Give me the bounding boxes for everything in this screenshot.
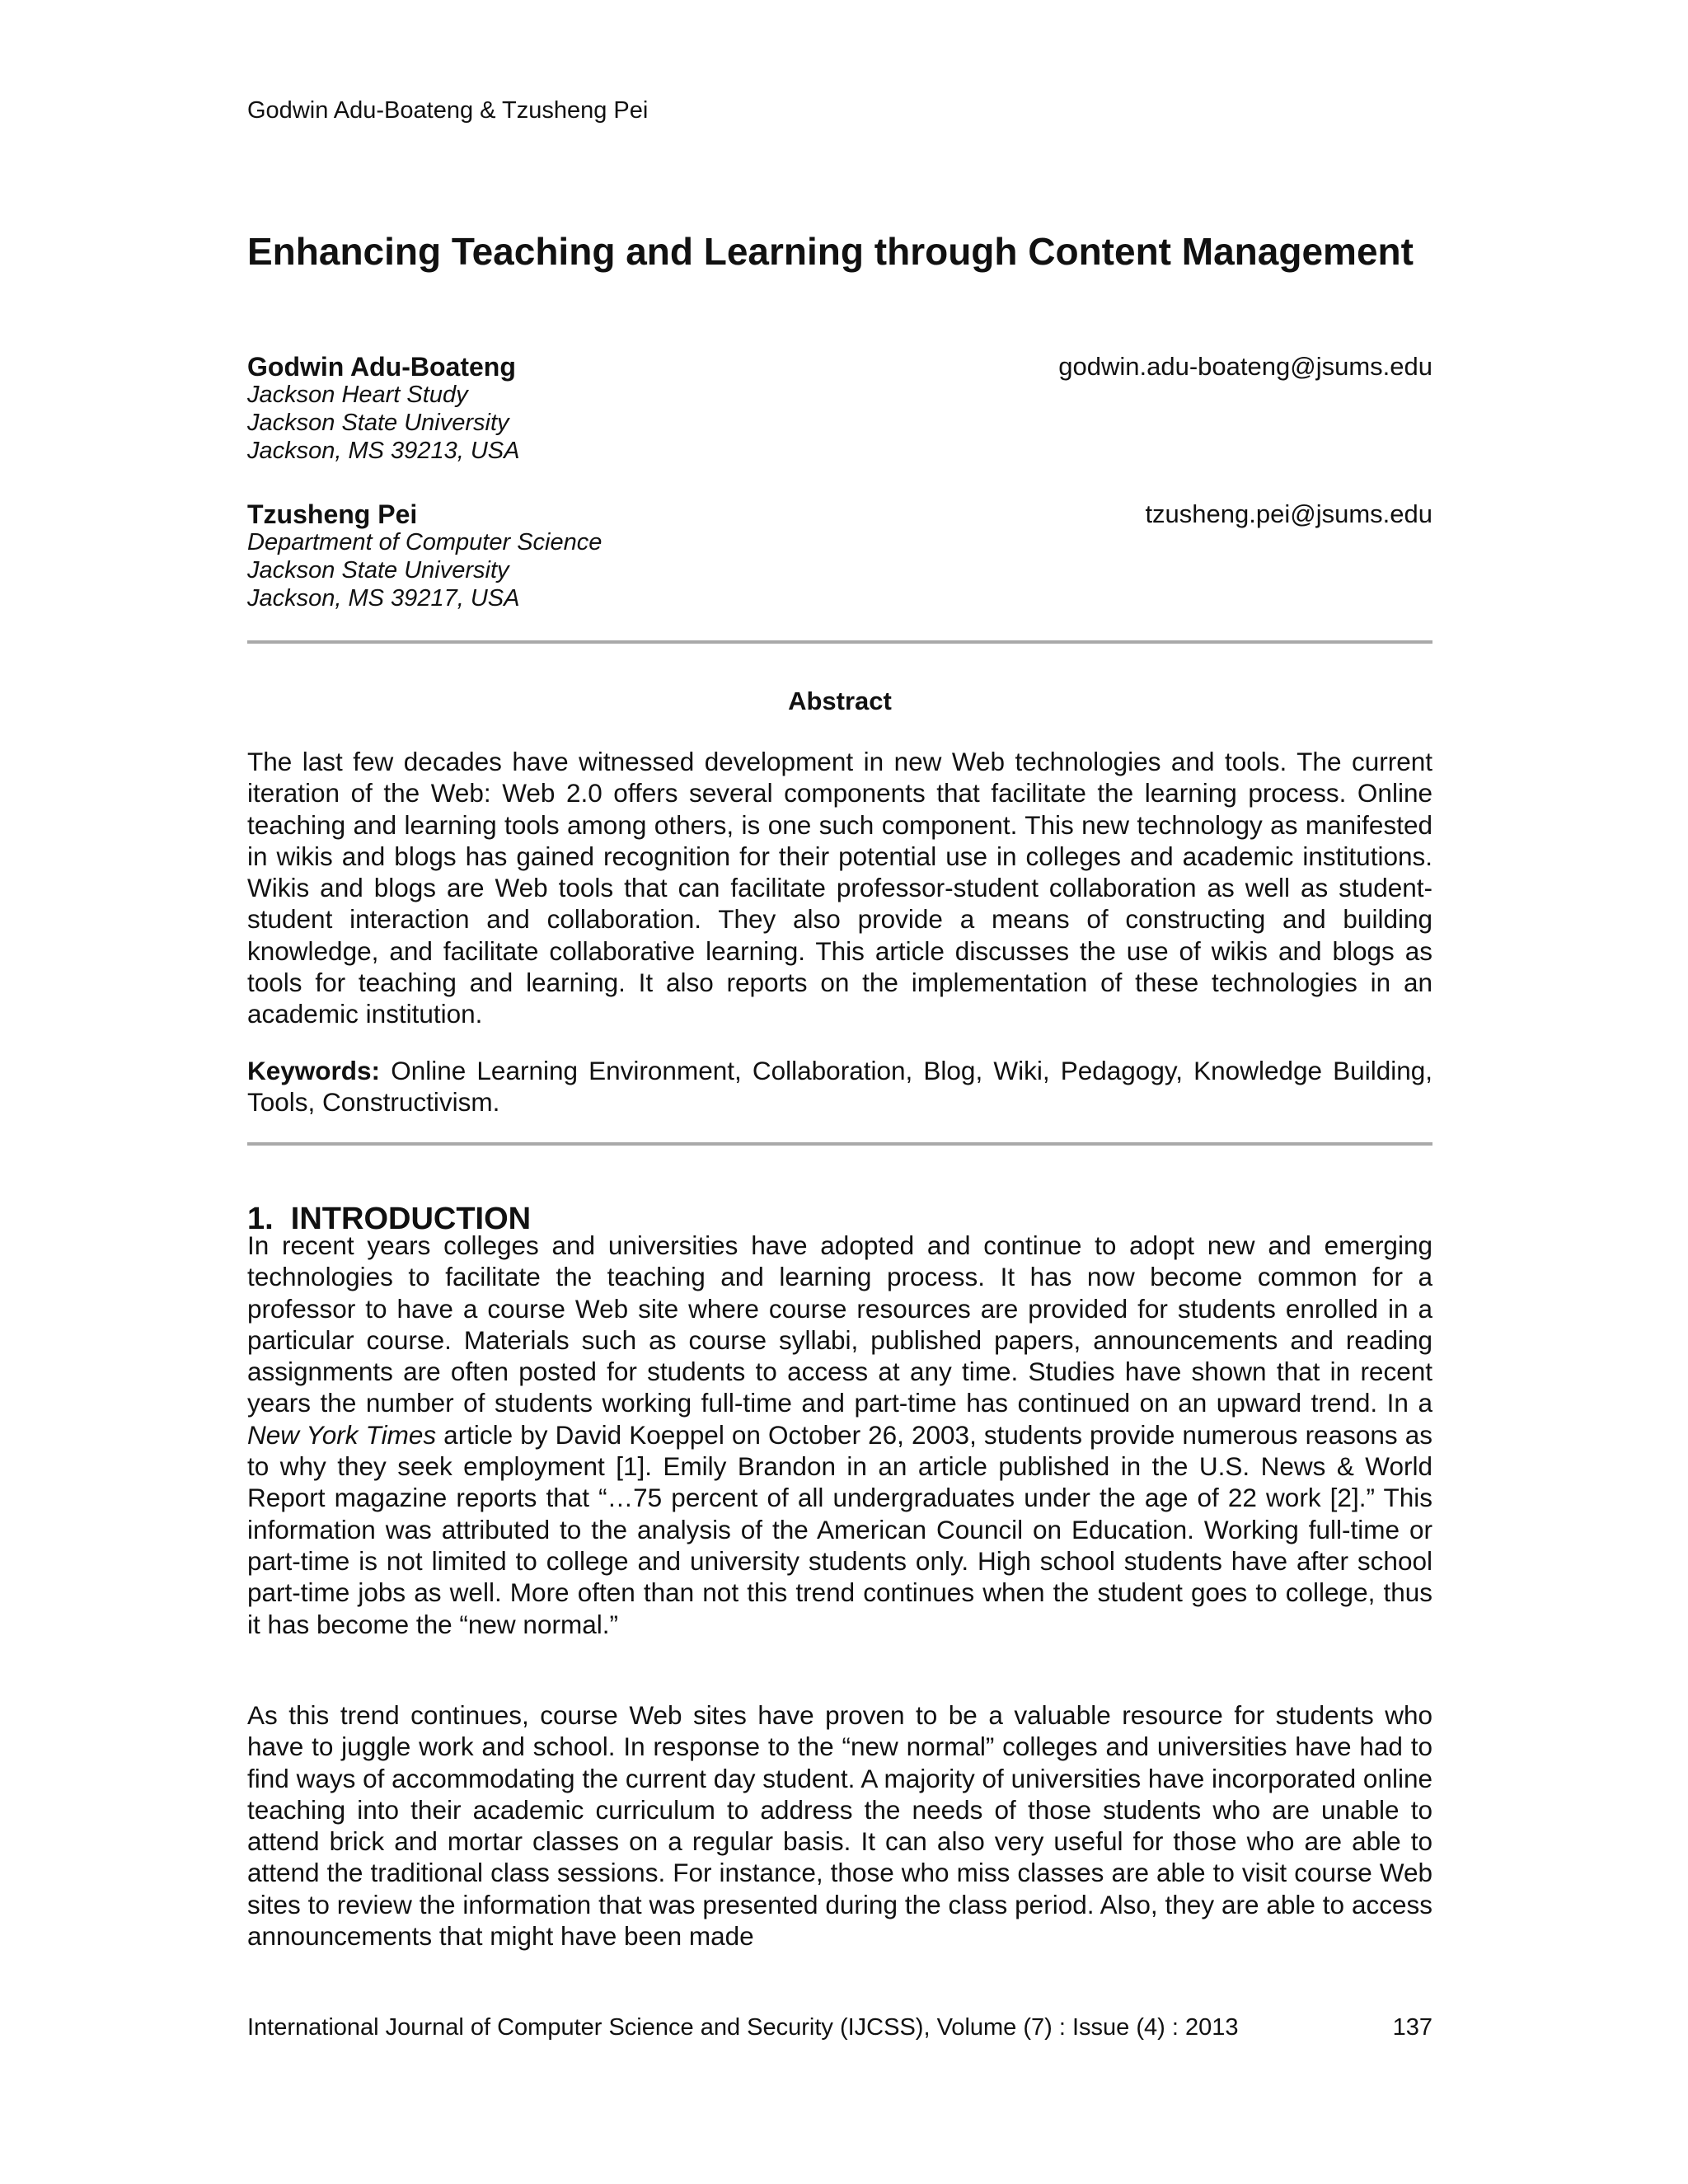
- section-heading-introduction: 1. INTRODUCTION: [247, 1202, 532, 1236]
- keywords: [247, 1055, 1432, 1118]
- paragraph-text: In recent years colleges and universities have adopted and continue to adopt new and emerging technologies to facilitate the teaching and learning process. It has now become common for a professor to have a course Web site where course resources are provided for students enrolled in a particular course. Materials such as course syllabi, published papers, announcements and reading assignments are often posted for students to access at any time. Studies have shown that in recent years the number of students working full-time and part-time has continued on an upward trend. In a: [247, 1230, 1432, 1418]
- abstract-text: The last few decades have witnessed development in new Web technologies and tools. The current iteration of the Web: Web 2.0 offers several components that facilitate the learning process. Online teaching and learning tools among others, is one such component. This new technology as manifested in wikis and blogs has gained recognition for their potential use in colleges and academic institutions. Wikis and blogs are Web tools that can facilitate professor-student collaboration as well as student-student interaction and collaboration. They also provide a means of constructing and building knowledge, and facilitate collaborative learning. This article discusses the use of wikis and blogs as tools for teaching and learning. It also reports on the implementation of these technologies in an academic institution.: [247, 747, 1432, 1029]
- author-affiliation-line: Department of Computer Science: [247, 529, 603, 555]
- author-affiliation-line: Jackson Heart Study: [247, 382, 468, 408]
- author-affiliation-line: Jackson State University: [247, 410, 509, 436]
- paragraph-text: article by David Koeppel on October 26, 2003, students provide numerous reasons as to why they seek employment [1]. Emily Brandon in an article published in the U.S. News & World Report magazine reports that “…75 percent of all undergraduates under the age of 22 work [2].” This information was attributed to the analysis of the American Council on Education. Working full-time or part-time is not limited to college and university students only. High school students have after school part-time jobs as well. More often than not this trend continues when the student goes to college, thus it has become the “new normal.”: [247, 1419, 1432, 1639]
- paper-title: Enhancing Teaching and Learning through Content Management: [247, 230, 1414, 273]
- introduction-paragraph-2: As this trend continues, course Web sites have proven to be a valuable resource for students who have to juggle work and school. In response to the “new normal” colleges and universities have had to find ways of accommodating the current day student. A majority of universities have incorporated online teaching into their academic curriculum to address the needs of those students who are unable to attend brick and mortar classes on a regular basis. It can also very useful for those who are able to attend the traditional class sessions. For instance, those who miss classes are able to visit course Web sites to review the information that was presented during the class period. Also, they are able to access announcements that might have been made: [247, 1700, 1432, 1952]
- author-email[interactable]: godwin.adu-boateng@jsums.edu: [1058, 352, 1432, 381]
- divider-rule: [247, 1142, 1432, 1146]
- author-email[interactable]: tzusheng.pei@jsums.edu: [1145, 499, 1432, 528]
- page-footer: [247, 2014, 1432, 2041]
- introduction-paragraph-1: [247, 1230, 1432, 1640]
- keywords-label: Keywords:: [247, 1056, 381, 1085]
- keywords-text: Online Learning Environment, Collaboration, Blog, Wiki, Pedagogy, Knowledge Building, Tools, Constructivism.: [247, 1056, 1432, 1118]
- publication-title: New York Times: [247, 1419, 437, 1450]
- author-affiliation-line: Jackson, MS 39217, USA: [247, 585, 520, 612]
- author-name: Godwin Adu-Boateng: [247, 352, 516, 382]
- author-block-1: [247, 353, 1432, 465]
- page-number: 137: [1392, 2014, 1432, 2041]
- author-affiliation-line: Jackson State University: [247, 557, 509, 583]
- author-name: Tzusheng Pei: [247, 499, 418, 529]
- author-block-2: [247, 500, 1432, 612]
- author-affiliation-line: Jackson, MS 39213, USA: [247, 438, 520, 464]
- divider-rule: [247, 640, 1432, 644]
- abstract-heading: Abstract: [788, 687, 892, 715]
- running-head: Godwin Adu-Boateng & Tzusheng Pei: [247, 97, 649, 124]
- journal-citation: International Journal of Computer Science and Security (IJCSS), Volume (7) : Issue (4) : 2013: [247, 2014, 1239, 2041]
